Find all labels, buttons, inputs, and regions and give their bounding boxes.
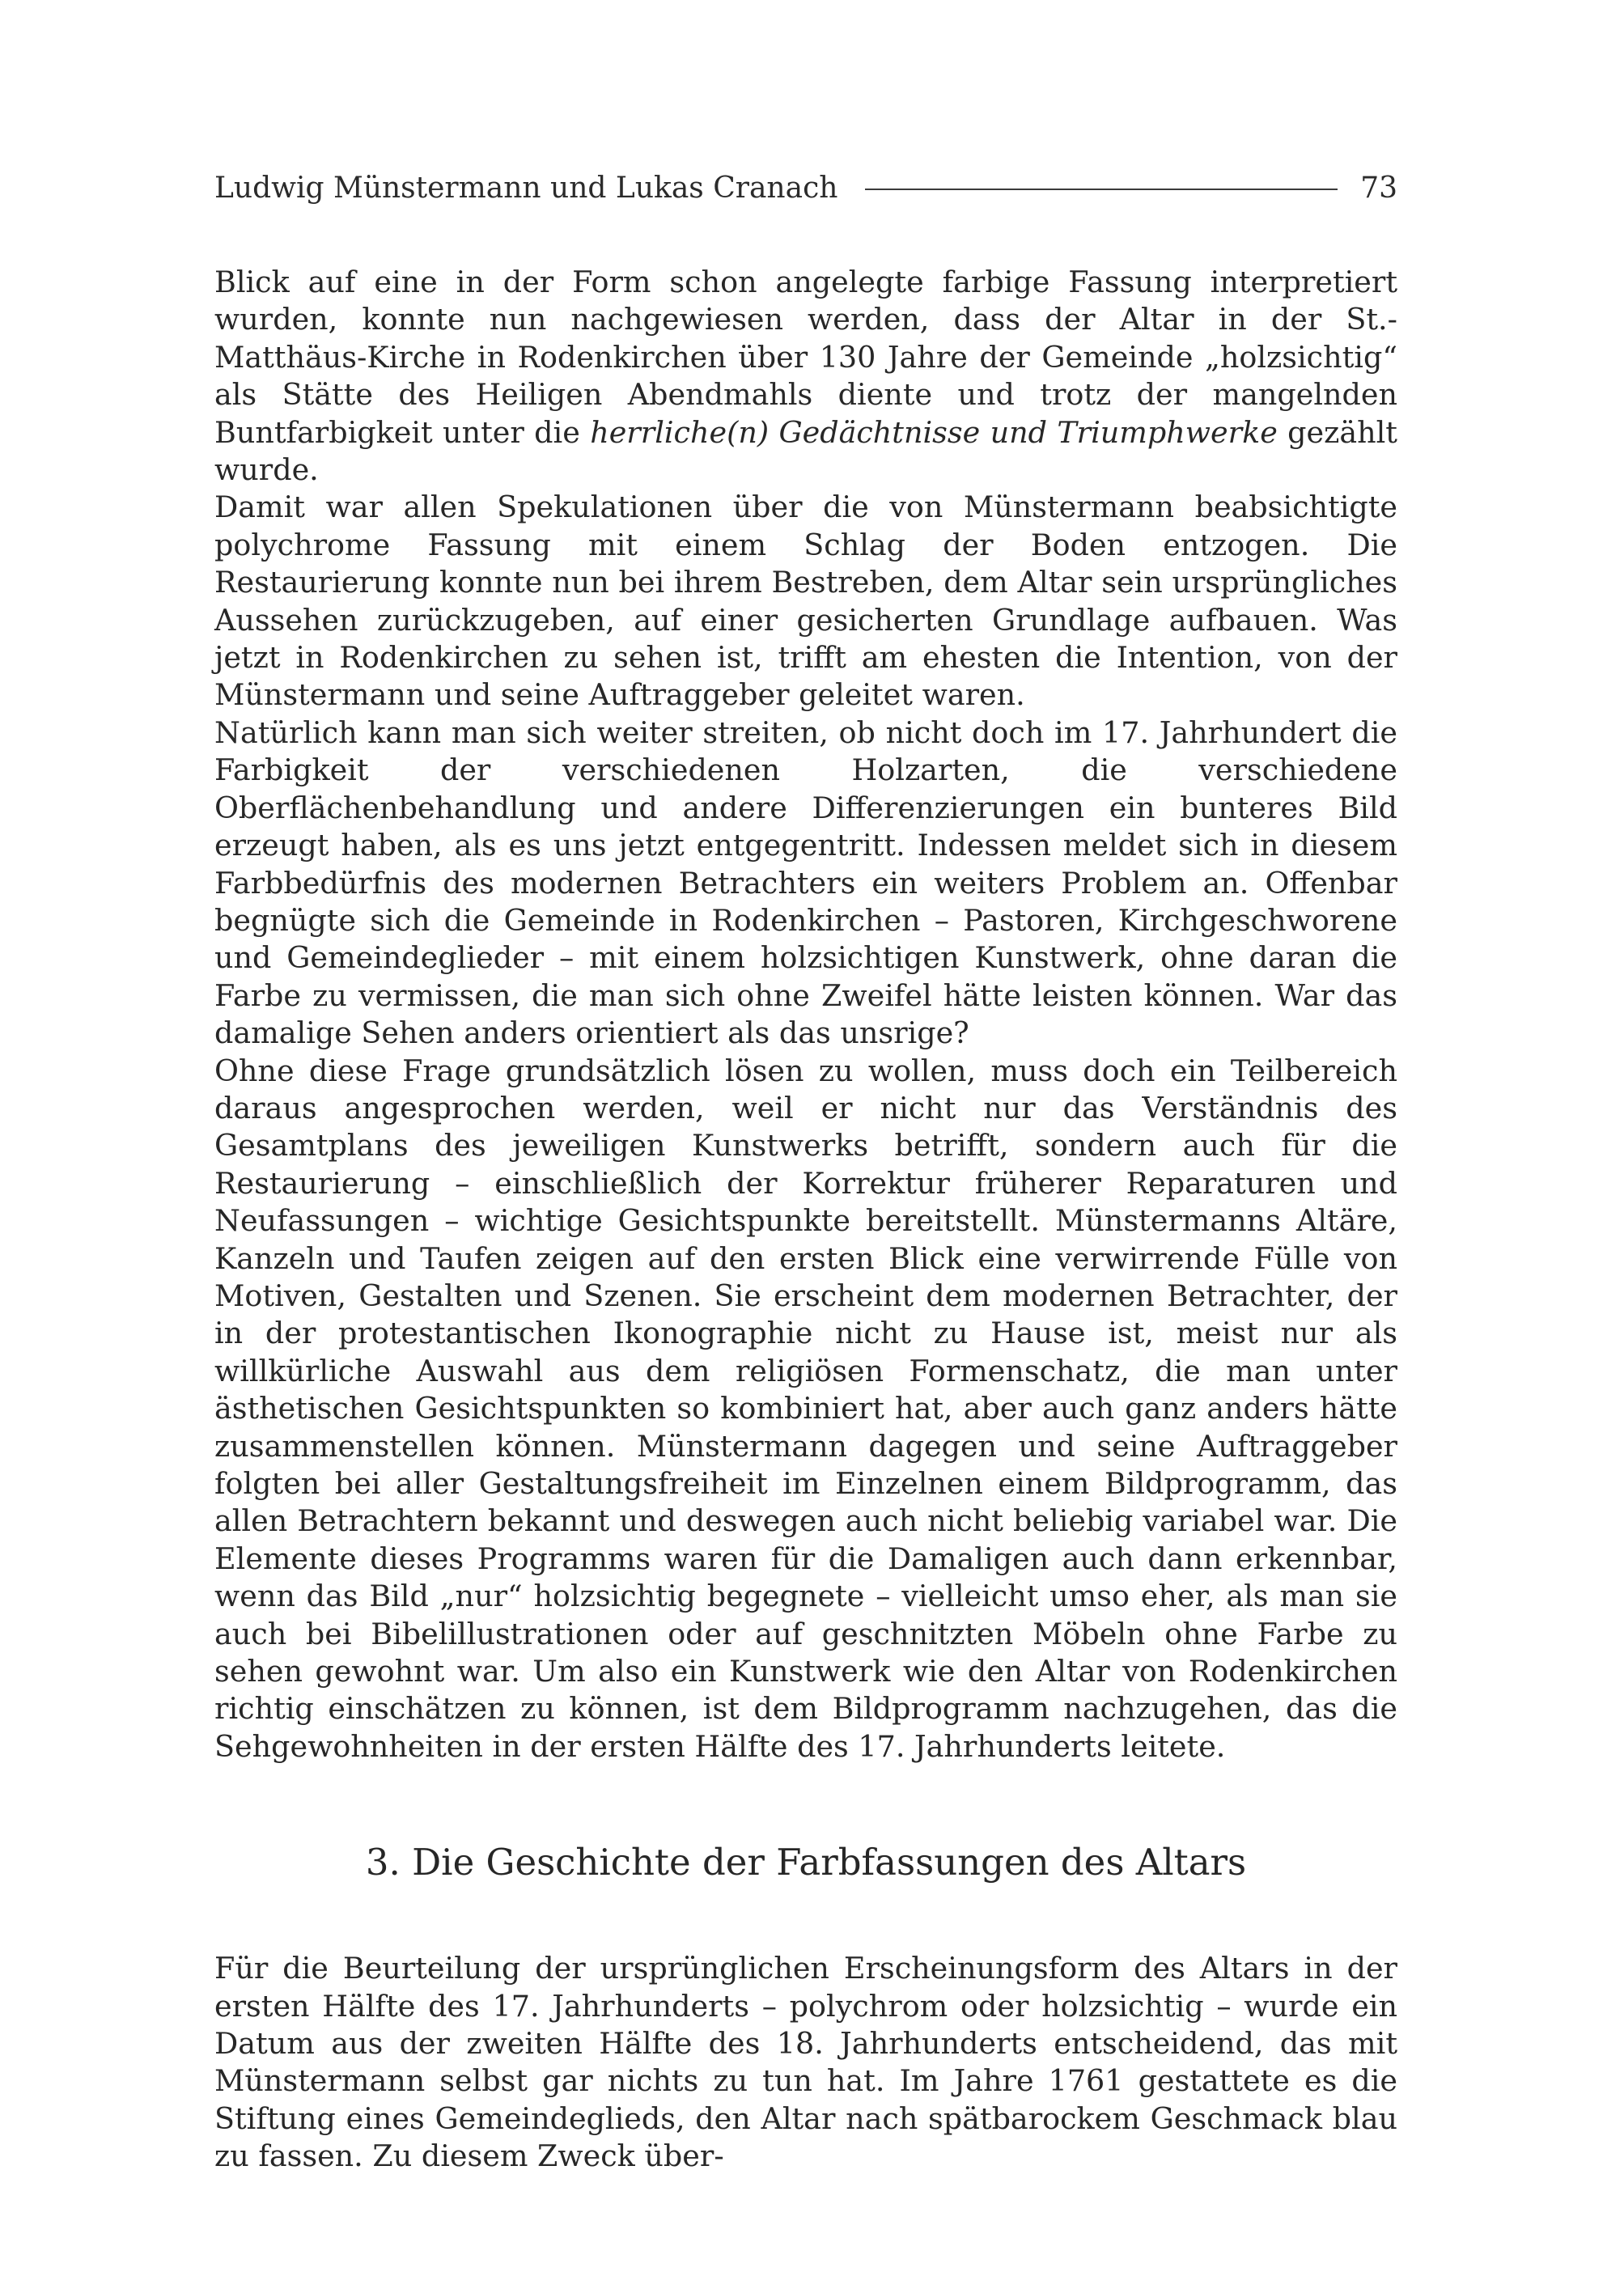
running-head: [214, 168, 1397, 209]
paragraph-1: [214, 264, 1397, 489]
page-number: 73: [1360, 172, 1397, 205]
section-heading: 3. Die Geschichte der Farbfassungen des Altars: [365, 1841, 1247, 1884]
paragraph-3: Natürlich kann man sich weiter streiten, ob nicht doch im 17. Jahrhundert die Farbigkeit der verschiedenen Holzarten, die verschiedene Oberflächenbehandlung und andere Differenzierungen ein bunteres Bild erzeugt haben, als es uns jetzt entgegentritt. Indessen meldet sich in diesem Farbbedürfnis des modernen Betrachters ein weiters Problem an. Offenbar begnügte sich die Gemeinde in Rodenkirchen – Pastoren, Kirchgeschworene und Gemeindeglieder – mit einem holzsichtigen Kunstwerk, ohne daran die Farbe zu vermissen, die man sich ohne Zweifel hätte leisten können. War das damalige Sehen anders orientiert als das unsrige?: [214, 714, 1397, 1051]
paragraph-2: Damit war allen Spekulationen über die von Münstermann beabsichtigte polychrome Fassung mit einem Schlag der Boden entzogen. Die Restaurierung konnte nun bei ihrem Bestreben, dem Altar sein ursprüngliches Aussehen zurückzugeben, auf einer gesicherten Grundlage aufbauen. Was jetzt in Rodenkirchen zu sehen ist, trifft am ehesten die Intention, von der Münstermann und seine Auftraggeber geleitet waren.: [214, 490, 1397, 713]
running-head-title: Ludwig Münstermann und Lukas Cranach: [214, 172, 838, 205]
body-text: [214, 264, 1397, 2176]
section-paragraph: Für die Beurteilung der ursprünglichen Erscheinungsform des Altars in der ersten Hälfte des 17. Jahrhunderts – polychrom oder holzsichtig – wurde ein Datum aus der zweiten Hälfte des 18. Jahrhunderts entscheidend, das mit Münstermann selbst gar nichts zu tun hat. Im Jahre 1761 gestattete es die Stiftung eines Gemeindeglieds, den Altar nach spätbarockem Geschmack blau zu fassen. Zu diesem Zweck über-: [214, 1951, 1397, 2174]
paragraph-1-text-start: Blick auf eine in der Form schon angelegte farbige Fassung interpretiert wurden, konnte nun nachgewiesen werden, dass der Altar in der St.-Matthäus-Kirche in Rodenkirchen über 130 Jahre der Gemeinde „holzsichtig“ als Stätte des Heiligen Abendmahls diente und trotz der mangelnden Buntfarbigkeit unter die: [214, 265, 1397, 450]
paragraph-4: Ohne diese Frage grundsätzlich lösen zu wollen, muss doch ein Teilbereich daraus angesprochen werden, weil er nicht nur das Verständnis des Gesamtplans des jeweiligen Kunstwerks betrifft, sondern auch für die Restaurierung – einschließlich der Korrektur früherer Reparaturen und Neufassungen – wichtige Gesichtspunkte bereitstellt. Münstermanns Altäre, Kanzeln und Taufen zeigen auf den ersten Blick eine verwirrende Fülle von Motiven, Gestalten und Szenen. Sie erscheint dem modernen Betrachter, der in der protestantischen Ikonographie nicht zu Hause ist, meist nur als willkürliche Auswahl aus dem religiösen Formenschatz, die man unter ästhetischen Gesichtspunkten so kombiniert hat, aber auch ganz anders hätte zusammenstellen können. Münstermann dagegen und seine Auftraggeber folgten bei aller Gestaltungsfreiheit im Einzelnen einem Bildprogramm, das allen Betrachtern bekannt und deswegen auch nicht beliebig variabel war. Die Elemente dieses Programms waren für die Damaligen auch dann erkennbar, wenn das Bild „nur“ holzsichtig begegnete – vielleicht umso eher, als man sie auch bei Bibelillustrationen oder auf geschnitzten Möbeln ohne Farbe zu sehen gewohnt war. Um also ein Kunstwerk wie den Altar von Rodenkirchen richtig einschätzen zu können, ist dem Bildprogramm nachzugehen, das die Sehgewohnheiten in der ersten Hälfte des 17. Jahrhunderts leitete.: [214, 1053, 1397, 1764]
running-head-rule: [865, 189, 1338, 190]
paragraph-1-italic-quote: herrliche(n) Gedächtnisse und Triumphwerke: [590, 414, 1278, 450]
paragraph-1-text-end: gezählt wurde.: [214, 414, 1397, 488]
